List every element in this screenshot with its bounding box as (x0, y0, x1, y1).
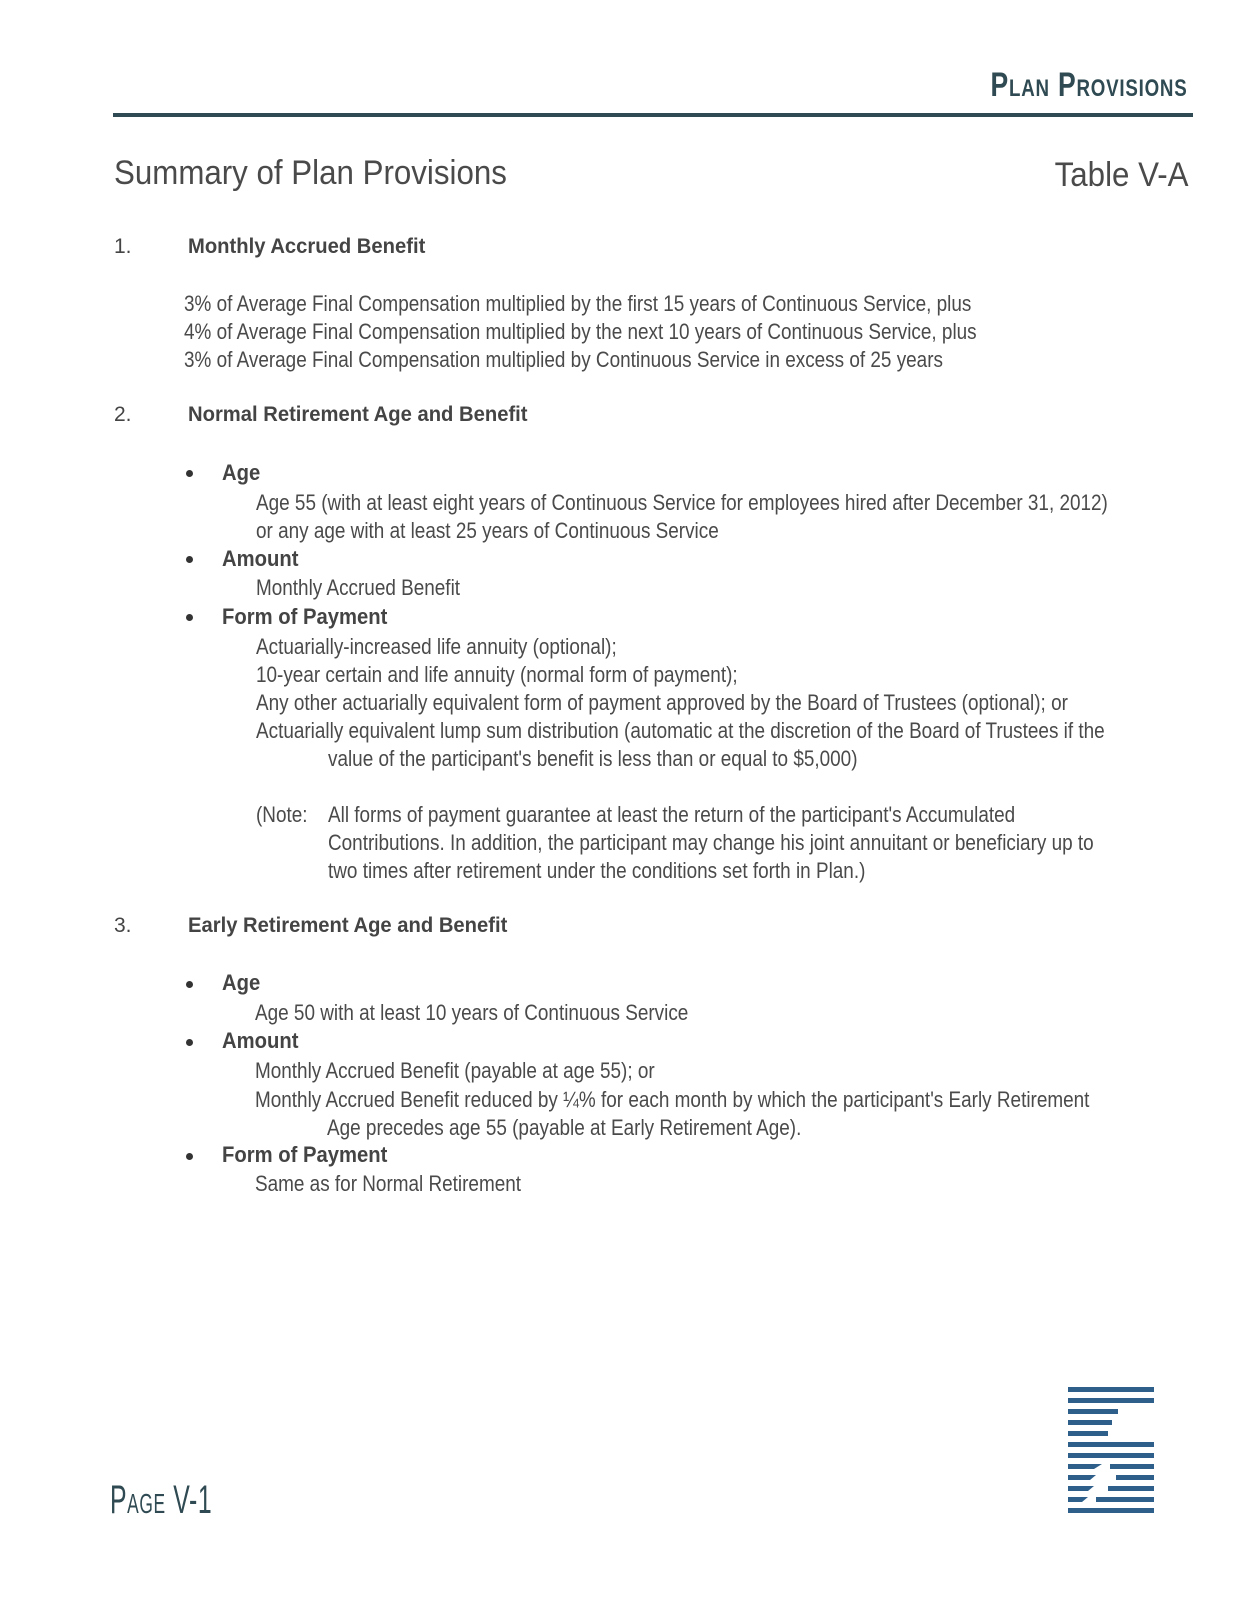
section-heading: Normal Retirement Age and Benefit (188, 402, 528, 426)
note-prefix: (Note: (256, 802, 308, 827)
bullet-label: Amount (222, 546, 299, 571)
bullet-icon (186, 1153, 193, 1160)
section-number: 2. (114, 403, 132, 426)
text-line: 10-year certain and life annuity (normal form of payment); (256, 662, 738, 687)
table-id: Table V-A (1055, 156, 1189, 194)
note-line: All forms of payment guarantee at least the return of the participant's Accumulated (328, 802, 1016, 827)
section-number: 1. (114, 235, 132, 258)
bullet-label: Form of Payment (222, 1142, 388, 1167)
text-line: 4% of Average Final Compensation multiplied by the next 10 years of Continuous Service, plus (184, 319, 977, 344)
note-line: two times after retirement under the conditions set forth in Plan.) (328, 858, 866, 883)
note-line: Contributions. In addition, the participant may change his joint annuitant or beneficiary up to (328, 830, 1094, 855)
section-number: 3. (114, 914, 132, 937)
bullet-label: Age (222, 970, 261, 995)
bullet-label: Form of Payment (222, 604, 388, 629)
section-heading: Monthly Accrued Benefit (188, 234, 426, 258)
text-line: value of the participant's benefit is less than or equal to $5,000) (328, 746, 858, 771)
bullet-icon (186, 470, 193, 477)
text-line: 3% of Average Final Compensation multiplied by the first 15 years of Continuous Service, plus (184, 291, 972, 316)
bullet-label: Amount (222, 1028, 299, 1053)
bullet-icon (186, 614, 193, 621)
text-line: Age precedes age 55 (payable at Early Retirement Age). (327, 1115, 802, 1140)
text-line: Actuarially-increased life annuity (optional); (256, 634, 617, 659)
text-line: 3% of Average Final Compensation multiplied by Continuous Service in excess of 25 years (184, 347, 943, 372)
text-line: Age 50 with at least 10 years of Continuous Service (255, 1000, 689, 1025)
text-line: Monthly Accrued Benefit reduced by ¼% for each month by which the participant's Early Retirement (255, 1087, 1090, 1112)
segal-logo-icon (1066, 1385, 1156, 1515)
text-line: Any other actuarially equivalent form of payment approved by the Board of Trustees (optional); or (256, 690, 1068, 715)
text-line: Monthly Accrued Benefit (payable at age 55); or (255, 1058, 655, 1083)
bullet-label: Age (222, 460, 261, 485)
text-line: Age 55 (with at least eight years of Continuous Service for employees hired after December 31, 2012) (256, 490, 1108, 515)
section-heading: Early Retirement Age and Benefit (188, 913, 508, 937)
section-header-label: Plan Provisions (990, 66, 1187, 104)
header-rule (113, 113, 1193, 117)
bullet-icon (186, 1039, 193, 1046)
text-line: Actuarially equivalent lump sum distribution (automatic at the discretion of the Board of Trustees if the (256, 718, 1105, 743)
bullet-icon (186, 556, 193, 563)
text-line: Monthly Accrued Benefit (256, 575, 461, 600)
page-number: Page V-1 (110, 1478, 213, 1522)
text-line: Same as for Normal Retirement (255, 1171, 522, 1196)
bullet-icon (186, 981, 193, 988)
page-title: Summary of Plan Provisions (114, 154, 507, 192)
text-line: or any age with at least 25 years of Continuous Service (256, 518, 719, 543)
